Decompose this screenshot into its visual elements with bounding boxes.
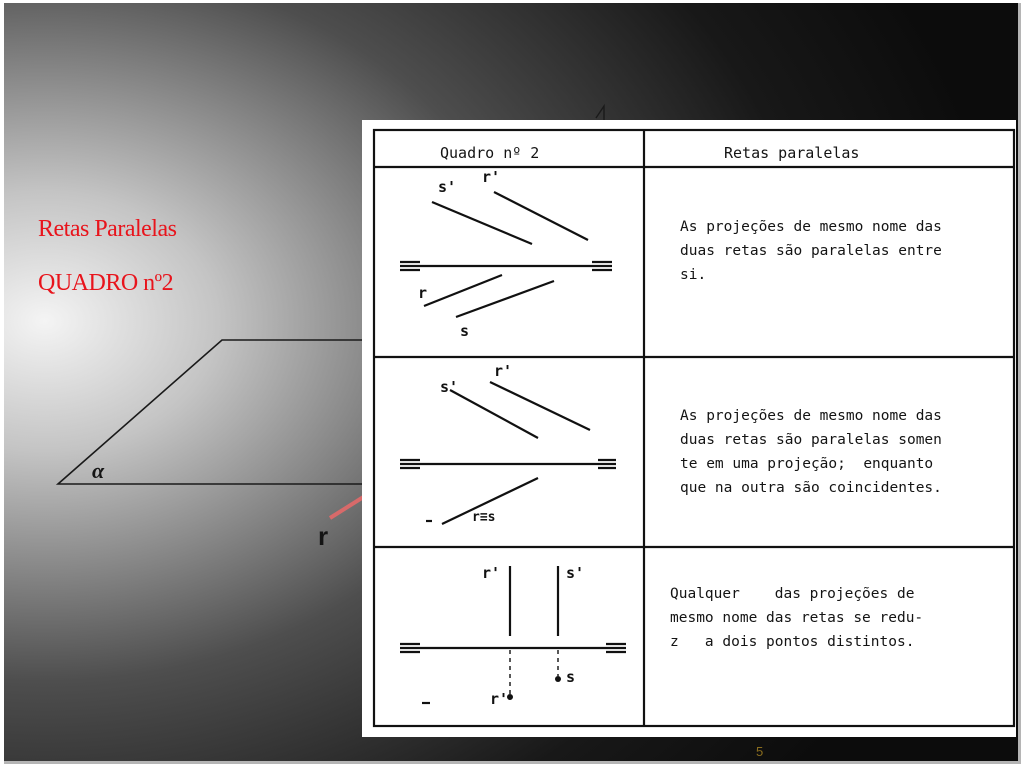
row1-drawing [400, 192, 612, 317]
row2-line-r-prime [490, 382, 590, 430]
row1-description: As projeções de mesmo nome das duas retas são paralelas entre si. [680, 219, 942, 283]
row1-line-s-prime [432, 202, 532, 244]
header-right: Retas paralelas [724, 144, 860, 162]
row2-description: As projeções de mesmo nome das duas retas são paralelas somen te em uma projeção; enquanto que na outra são coincidentes. [680, 408, 942, 496]
row1-label-s-prime: s' [438, 178, 457, 196]
row3-point-s [555, 676, 561, 682]
line-r-label: r [318, 521, 329, 551]
line-r-red [330, 496, 365, 518]
row1-label-s: s [460, 322, 470, 340]
row3-description: Qualquer das projeções de mesmo nome das retas se redu- z a dois pontos distintos. [670, 586, 924, 650]
slide-title-line2: QUADRO nº2 [38, 270, 174, 296]
row2-label-s-prime: s' [440, 378, 459, 396]
row3-label-r-prime-point: r' [490, 690, 509, 708]
row1-label-r: r [418, 284, 428, 302]
page-number: 5 [756, 744, 764, 759]
row3-label-s: s [566, 668, 576, 686]
row3-label-s-prime: s' [566, 564, 585, 582]
row2-label-r-s: r≡s [472, 510, 496, 525]
row2-label-r-prime: r' [494, 362, 513, 380]
plane-alpha-label: α [92, 458, 105, 483]
slide-title-line1: Retas Paralelas [38, 216, 177, 242]
row2-line-s-prime [450, 390, 538, 438]
row1-label-r-prime: r' [482, 168, 501, 186]
row1-line-r [424, 275, 502, 306]
row3-drawing [400, 566, 626, 703]
row2-drawing [400, 382, 616, 524]
row3-label-r-prime: r' [482, 564, 501, 582]
table-panel [362, 120, 1016, 737]
header-left: Quadro nº 2 [440, 144, 540, 162]
